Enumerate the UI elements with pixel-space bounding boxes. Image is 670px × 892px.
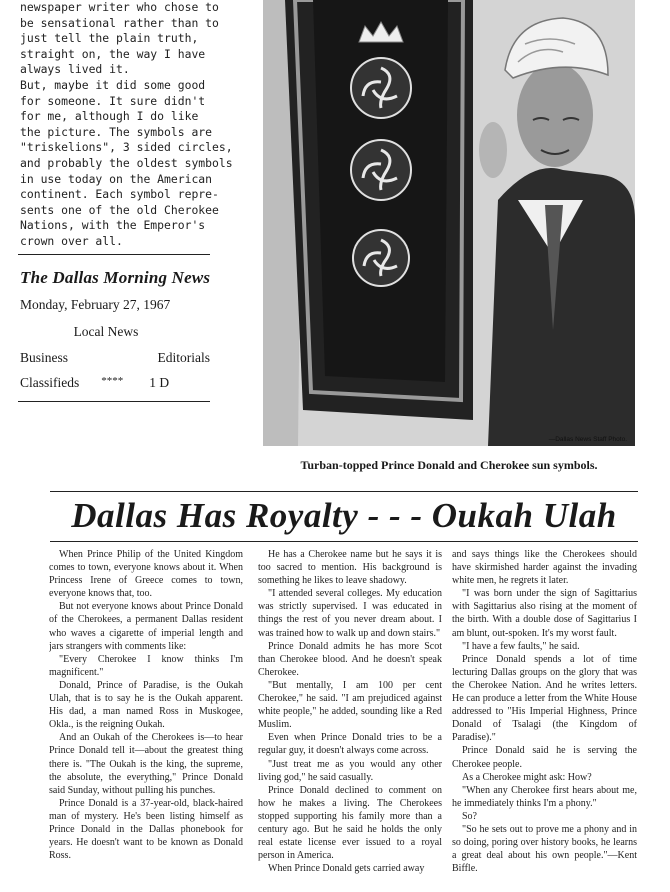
paragraph: Prince Donald said he is serving the Cherokee people. (452, 745, 637, 770)
paragraph: When Prince Donald gets carried away (268, 863, 425, 875)
paragraph: As a Cherokee might ask: How? (462, 771, 592, 783)
article-headline: Dallas Has Royalty - - - Oukah Ulah (71, 496, 617, 535)
paragraph: He has a Cherokee name but he says it is too sacred to mention. His background is something he likes to leave shadowy. (258, 549, 442, 587)
photo-credit: —Dallas News Staff Photo. (548, 436, 627, 443)
note-line: But, maybe it did some good (20, 77, 206, 92)
paragraph: "So he sets out to prove me a phony and in so doing, poring over history books, he learns a great deal about his own people."—Kent Biffle. (452, 823, 637, 875)
paragraph: "But mentally, I am 100 per cent Cherokee," he said. "I am prejudiced against white people," he added, sounding like a Red Muslim. (258, 679, 442, 731)
newspaper-title: The Dallas Morning News (20, 268, 211, 287)
note-line: and probably the oldest symbols (20, 155, 233, 170)
article-column-1 (49, 548, 243, 888)
paragraph: "Just treat me as you would any other living god," he said casually. (258, 758, 442, 783)
masthead (20, 268, 220, 391)
edition-stars: **** (101, 375, 124, 387)
article-column-3 (452, 548, 637, 888)
paragraph: When Prince Philip of the United Kingdom comes to town, everyone knows about it. When Princess Irene of Greece comes to town, everyone knows that, too. (49, 549, 243, 600)
note-line: newspaper writer who chose to (20, 0, 219, 14)
masthead-bottom-rule (18, 401, 210, 402)
note-line: Nations, with the Emperor's (20, 218, 206, 233)
paragraph: Even when Prince Donald tries to be a regular guy, it doesn't always come across. (258, 732, 442, 757)
note-line: sents one of the old Cherokee (20, 202, 219, 217)
index-editorials: Editorials (157, 350, 210, 365)
paragraph: "Every Cherokee I know thinks I'm magnificent." (49, 653, 243, 678)
article-column-2 (258, 548, 442, 888)
paragraph: Donald, Prince of Paradise, is the Oukah Ulah, that is to say he is the Oukah apparent. His dad, a man named Ross in Muskogee, Okla., is the reigning Oukah. (49, 679, 243, 731)
paragraph: "I attended several colleges. My education was strictly supervised. I was educated in things the rest of you never dream about. I was trained how to walk up and down stairs." (258, 588, 442, 639)
paragraph: "I was born under the sign of Sagittarius with Sagittarius also rising at the moment of the birth. With a double dose of Sagittarius I am blunt, out-spoken. It's my worst fault. (452, 588, 637, 639)
note-line: for someone. It sure didn't (20, 93, 206, 108)
index-classifieds: Classifieds (20, 375, 80, 390)
paragraph: Prince Donald is a 37-year-old, black-haired man of mystery. He's been listing himself as Prince Donald in the Dallas phonebook for years. He doesn't want to be known as Donald Ross. (49, 797, 243, 862)
index-business: Business (20, 350, 69, 365)
paragraph: So? (462, 810, 477, 822)
paragraph: But not everyone knows about Prince Donald of the Cherokees, a permanent Dallas resident who waves a cigarette of imperial length and jars strangers with comments like: (49, 601, 243, 652)
publication-date: Monday, February 27, 1967 (20, 297, 171, 312)
paragraph: and says things like the Cherokees should have skirmished harder against the invading white men, he regrets it later. (452, 549, 637, 587)
note-line: straight on, the way I have (20, 46, 206, 61)
paragraph: Prince Donald spends a lot of time lecturing Dallas groups on the glory that was the Cherokee Nation. And he writes letters. He can produce a letter from the White House addressed to "His Imperial Highness, Prince Donald of Tsalagi (the Kingdom of Paradise)." (452, 653, 637, 744)
paragraph: Prince Donald admits he has more Scot than Cherokee blood. And he doesn't speak Cherokee. (258, 640, 442, 678)
section-name: Local News (73, 324, 139, 339)
note-line: just tell the plain truth, (20, 31, 199, 46)
typewritten-note (20, 0, 250, 250)
note-line: always lived it. (20, 62, 130, 77)
photo-caption: Turban-topped Prince Donald and Cherokee sun symbols. (300, 458, 598, 472)
paragraph: "I have a few faults," he said. (462, 640, 580, 652)
news-photo (263, 0, 635, 446)
masthead-top-rule (18, 254, 210, 255)
headline-top-rule (50, 491, 638, 492)
photo-illustration (263, 0, 635, 446)
headline-bottom-rule (50, 541, 638, 542)
note-line: the picture. The symbols are (20, 124, 213, 139)
page-number: 1 D (149, 375, 170, 390)
paragraph: And an Oukah of the Cherokees is—to hear Prince Donald tell it—about the greatest thing there is. "The Oukah is the king, the supreme, the absolute, the everything," Prince Donald said Sunday, without pulling his punches. (49, 732, 243, 796)
section-index-row (20, 350, 210, 366)
note-line: be sensational rather than to (20, 15, 219, 30)
note-line: for me, although I do like (20, 109, 199, 124)
paragraph: Prince Donald declined to comment on how he makes a living. The Cherokees stopped supporting his family more than a century ago. But he said he holds the only real estate license ever issued to a royal person in America. (258, 784, 442, 862)
paragraph: "When any Cherokee first hears about me, he immediately thinks I'm a phony." (452, 784, 637, 809)
note-line: in use today on the American (20, 171, 213, 186)
note-line: "triskelions", 3 sided circles, (20, 140, 233, 155)
note-line: crown over all. (20, 233, 123, 248)
note-line: continent. Each symbol repre- (20, 187, 219, 202)
section-index-row-2 (20, 375, 210, 391)
